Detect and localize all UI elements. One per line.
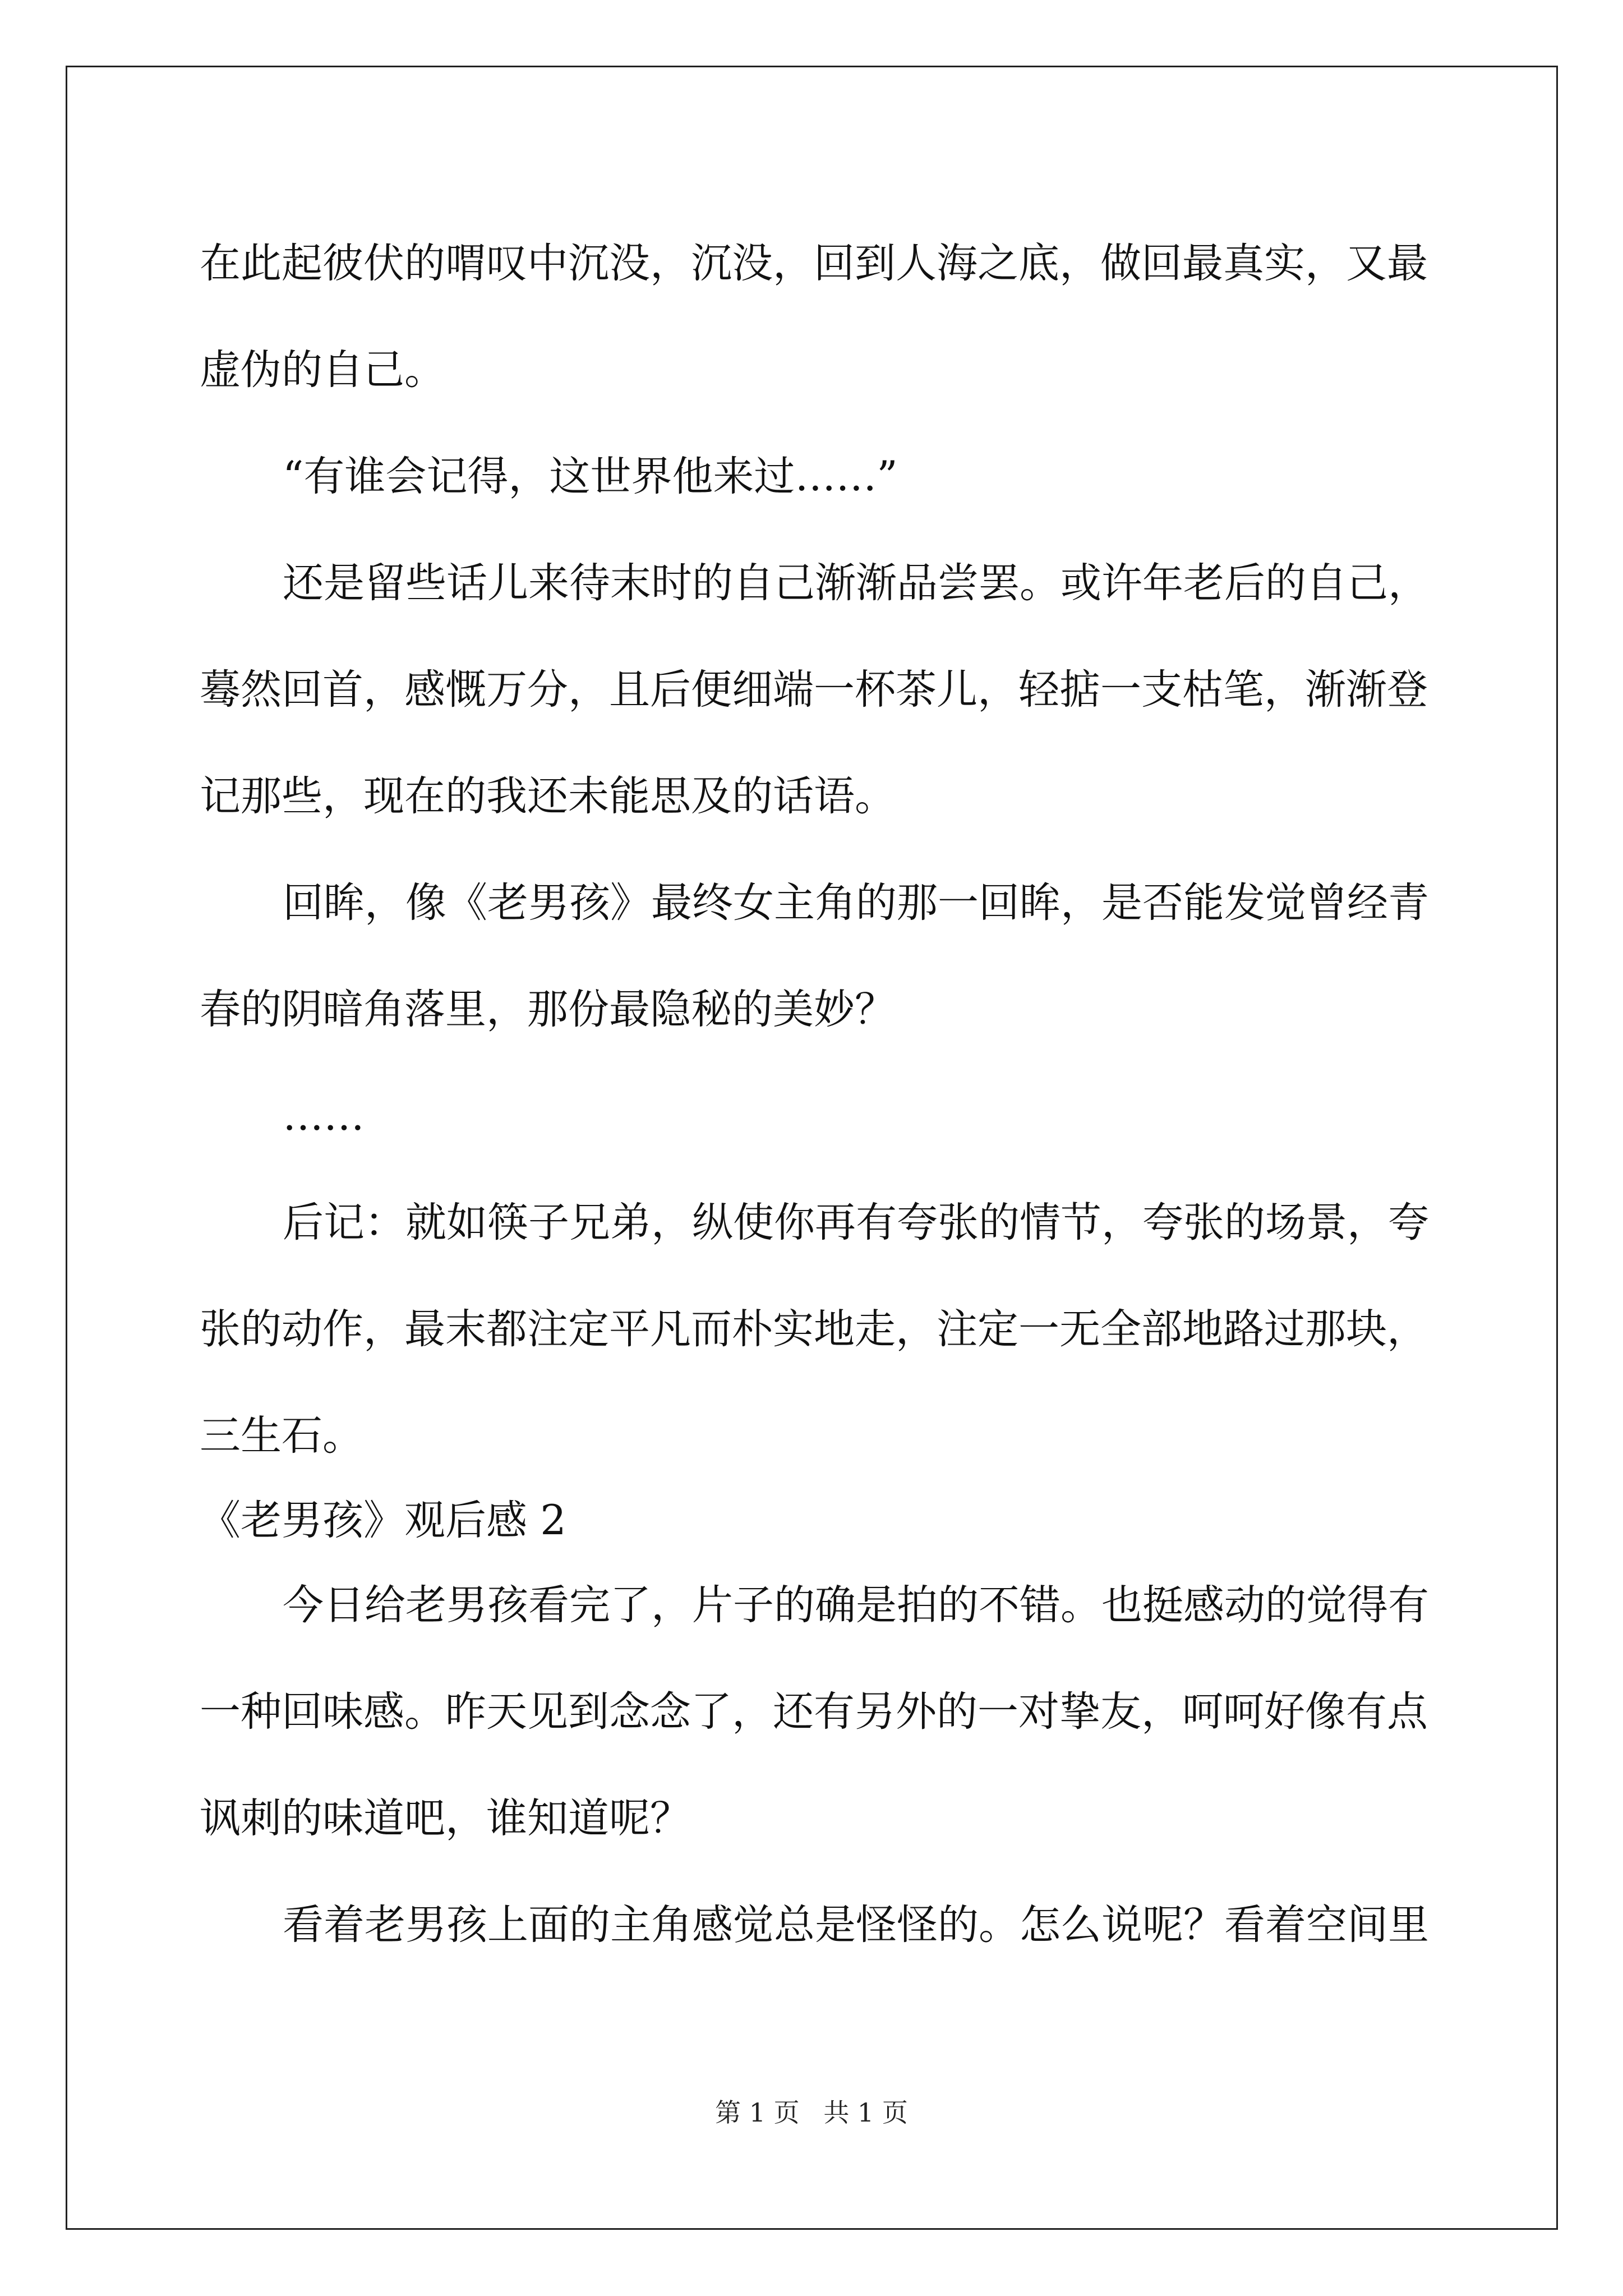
page-number: 第 1 页 (715, 2097, 800, 2128)
section-heading: 《老男孩》观后感 2 (200, 1497, 566, 1544)
paragraph-line: …… (283, 1092, 365, 1140)
paragraph-line: “有谁会记得，这世界他来过……” (283, 453, 898, 500)
paragraph-line: 张的动作，最末都注定平凡而朴实地走，注定一无全部地路过那块， (200, 1305, 1428, 1353)
paragraph-line: 春的阴暗角落里，那份最隐秘的美妙？ (200, 986, 896, 1033)
paragraph-line: 后记：就如筷子兄弟，纵使你再有夸张的情节，夸张的场景，夸 (283, 1199, 1429, 1246)
document-body (200, 210, 1433, 1978)
paragraph-line: 在此起彼伏的喟叹中沉没，沉没，回到人海之底，做回最真实，又最 (200, 240, 1428, 287)
paragraph-line: 三生石。 (200, 1412, 363, 1460)
paragraph-line: 讽刺的味道吧，谁知道呢？ (200, 1795, 691, 1842)
page-total: 共 1 页 (823, 2097, 908, 2128)
page-footer (0, 2092, 1623, 2129)
paragraph-line: 今日给老男孩看完了，片子的确是拍的不错。也挺感动的觉得有 (283, 1581, 1429, 1629)
paragraph-line: 蓦然回首，感慨万分，且后便细端一杯茶儿，轻掂一支枯笔，渐渐登 (200, 666, 1428, 714)
paragraph-line: 回眸，像《老男孩》最终女主角的那一回眸，是否能发觉曾经青 (283, 879, 1429, 927)
paragraph-line: 一种回味感。昨天见到念念了，还有另外的一对挚友，呵呵好像有点 (200, 1688, 1428, 1736)
paragraph-line: 记那些，现在的我还未能思及的话语。 (200, 772, 896, 820)
paragraph-line: 虚伪的自己。 (200, 346, 445, 394)
paragraph-line: 看着老男孩上面的主角感觉总是怪怪的。怎么说呢？看着空间里 (283, 1901, 1429, 1949)
paragraph-line: 还是留些话儿来待末时的自己渐渐品尝罢。或许年老后的自己， (283, 559, 1429, 607)
